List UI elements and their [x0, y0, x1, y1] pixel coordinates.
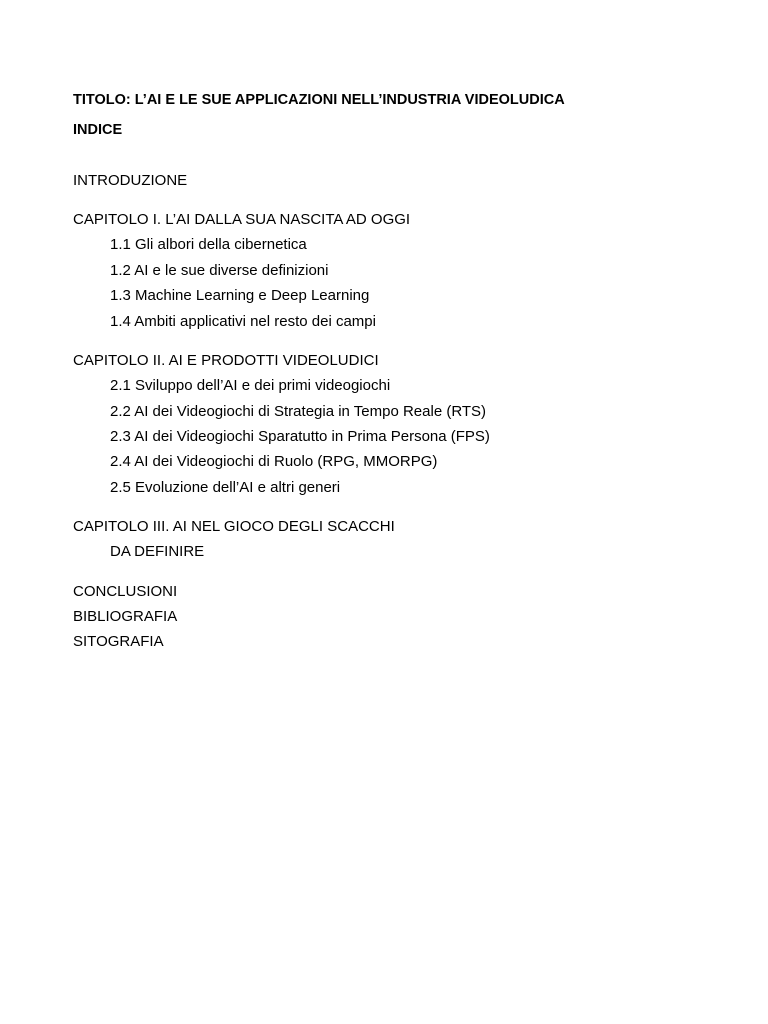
- toc-section-1-2: 1.2 AI e le sue diverse definizioni: [110, 262, 329, 279]
- toc-section-3-1: DA DEFINIRE: [110, 543, 205, 560]
- toc-chapter-3-title: CAPITOLO III. AI NEL GIOCO DEGLI SCACCHI: [73, 518, 395, 535]
- toc-chapter-1-title: CAPITOLO I. L’AI DALLA SUA NASCITA AD OGGI: [73, 211, 411, 228]
- toc-section-2-5: 2.5 Evoluzione dell’AI e altri generi: [110, 479, 341, 496]
- toc-chapter-2-title: CAPITOLO II. AI E PRODOTTI VIDEOLUDICI: [73, 352, 379, 369]
- toc-section-1-1: 1.1 Gli albori della cibernetica: [110, 236, 307, 253]
- document-title: TITOLO: L’AI E LE SUE APPLICAZIONI NELL’INDUSTRIA VIDEOLUDICA: [73, 92, 565, 108]
- toc-section-2-1: 2.1 Sviluppo dell’AI e dei primi videogiochi: [110, 377, 391, 394]
- toc-section-2-2: 2.2 AI dei Videogiochi di Strategia in Tempo Reale (RTS): [110, 403, 487, 420]
- toc-section-1-3: 1.3 Machine Learning e Deep Learning: [110, 287, 370, 304]
- toc-section-1-4: 1.4 Ambiti applicativi nel resto dei campi: [110, 313, 376, 330]
- toc-bibliography: BIBLIOGRAFIA: [73, 608, 178, 625]
- toc-section-2-3: 2.3 AI dei Videogiochi Sparatutto in Prima Persona (FPS): [110, 428, 490, 445]
- toc-introduction: INTRODUZIONE: [73, 172, 188, 189]
- toc-sitography: SITOGRAFIA: [73, 633, 164, 650]
- toc-conclusions: CONCLUSIONI: [73, 583, 178, 600]
- toc-section-2-4: 2.4 AI dei Videogiochi di Ruolo (RPG, MMORPG): [110, 453, 438, 470]
- index-heading: INDICE: [73, 122, 123, 138]
